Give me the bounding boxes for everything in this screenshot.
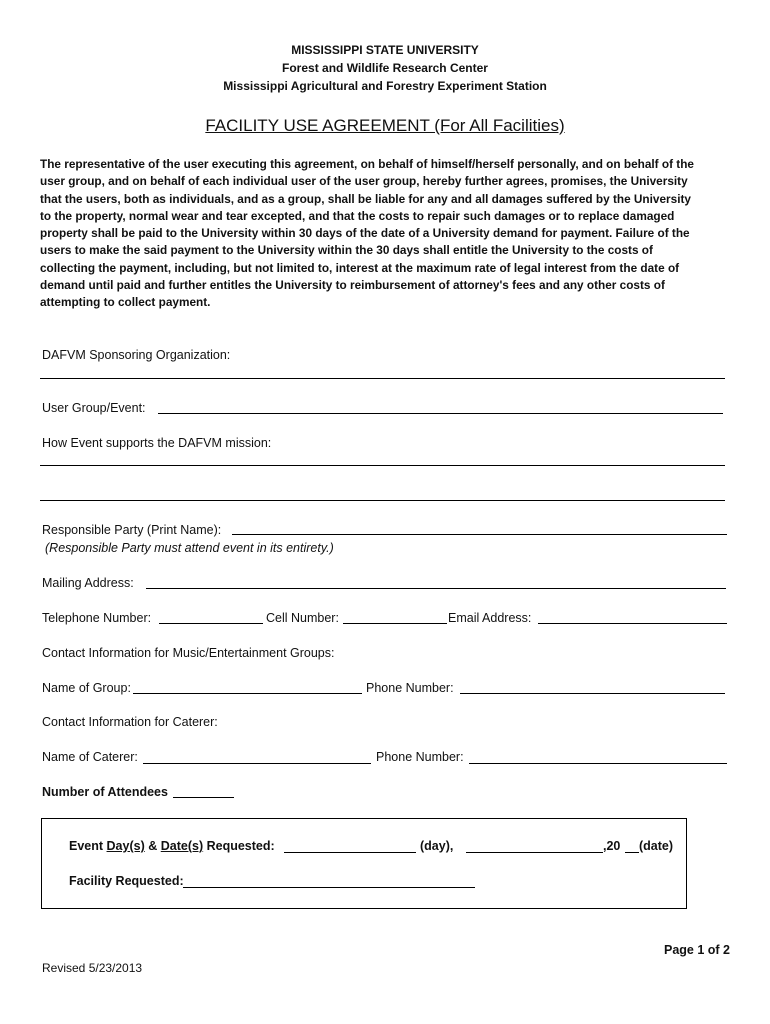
mailing-address-field[interactable] xyxy=(146,588,726,589)
mission-field-line-2[interactable] xyxy=(40,500,725,501)
experiment-station-name: Mississippi Agricultural and Forestry Experiment Station xyxy=(223,79,547,93)
event-amp: & xyxy=(148,839,158,853)
event-day-suffix: (day), xyxy=(420,839,454,853)
event-date-suffix: (date) xyxy=(639,839,674,853)
user-group-field[interactable] xyxy=(158,413,723,414)
caterer-name-field[interactable] xyxy=(143,763,371,764)
agreement-line: users to make the said payment to the University within the 30 days shall entitle the University to the costs of xyxy=(40,243,653,258)
event-year-field[interactable] xyxy=(625,852,639,853)
facility-requested-field[interactable] xyxy=(183,887,475,888)
group-name-label: Name of Group: xyxy=(42,681,131,695)
event-days-label: Day(s) xyxy=(106,839,145,853)
agreement-line: that the users, both as individuals, and as a group, shall be liable for any and all damages suffered by the University xyxy=(40,191,691,206)
event-dates-word: Date(s) xyxy=(160,839,204,853)
revision-date: Revised 5/23/2013 xyxy=(42,961,143,975)
group-name-field[interactable] xyxy=(133,693,362,694)
research-center-name: Forest and Wildlife Research Center xyxy=(282,61,488,75)
agreement-line: attempting to collect payment. xyxy=(40,295,211,310)
event-year-prefix: ,20 xyxy=(603,839,621,853)
agreement-line: The representative of the user executing this agreement, on behalf of himself/herself personally, and on behalf of the xyxy=(40,157,694,171)
agreement-line: to the property, normal wear and tear excepted, and that the costs to repair such damages or to replace damaged xyxy=(40,208,675,223)
attendees-label: Number of Attendees xyxy=(42,785,168,799)
mission-label: How Event supports the DAFVM mission: xyxy=(42,436,272,450)
email-label: Email Address: xyxy=(448,611,532,625)
page-number: Page 1 of 2 xyxy=(664,943,730,957)
event-dates-label xyxy=(69,839,275,853)
responsible-party-note: (Responsible Party must attend event in its entirety.) xyxy=(45,541,334,555)
caterer-name-label: Name of Caterer: xyxy=(42,750,138,764)
event-label-prefix: Event xyxy=(69,839,104,853)
responsible-party-label: Responsible Party (Print Name): xyxy=(42,523,222,537)
event-date-field[interactable] xyxy=(466,852,603,853)
sponsoring-org-field[interactable] xyxy=(40,378,725,379)
music-contact-heading: Contact Information for Music/Entertainment Groups: xyxy=(42,646,335,660)
agreement-line: user group, and on behalf of each individual user of the user group, hereby further agrees, promises, the University xyxy=(40,174,688,189)
agreement-line: property shall be paid to the University within 30 days of the date of a University demand for payment. Failure of the xyxy=(40,226,690,241)
event-request-box xyxy=(41,818,687,909)
mission-field-line-1[interactable] xyxy=(40,465,725,466)
sponsoring-org-label: DAFVM Sponsoring Organization: xyxy=(42,348,231,362)
event-day-field[interactable] xyxy=(284,852,416,853)
responsible-party-field[interactable] xyxy=(232,534,727,535)
email-field[interactable] xyxy=(538,623,727,624)
attendees-field[interactable] xyxy=(173,797,234,798)
group-phone-field[interactable] xyxy=(460,693,725,694)
agreement-paragraph xyxy=(40,156,730,312)
mailing-address-label: Mailing Address: xyxy=(42,576,134,590)
caterer-phone-label: Phone Number: xyxy=(376,750,464,764)
agreement-line: demand until paid and further entitles the University to reimbursement of attorney's fees and any other costs of xyxy=(40,278,665,293)
user-group-label: User Group/Event: xyxy=(42,401,146,415)
caterer-phone-field[interactable] xyxy=(469,763,727,764)
telephone-label: Telephone Number: xyxy=(42,611,152,625)
cell-field[interactable] xyxy=(343,623,447,624)
event-requested-label: Requested: xyxy=(206,839,275,853)
facility-requested-label: Facility Requested: xyxy=(69,874,184,888)
agreement-line: collecting the payment, including, but not limited to, interest at the maximum rate of legal interest from the date of xyxy=(40,260,680,275)
cell-label: Cell Number: xyxy=(266,611,339,625)
group-phone-label: Phone Number: xyxy=(366,681,454,695)
document-title: FACILITY USE AGREEMENT (For All Facilities) xyxy=(205,116,565,135)
telephone-field[interactable] xyxy=(159,623,263,624)
university-name: MISSISSIPPI STATE UNIVERSITY xyxy=(291,43,479,57)
caterer-contact-heading: Contact Information for Caterer: xyxy=(42,715,218,729)
